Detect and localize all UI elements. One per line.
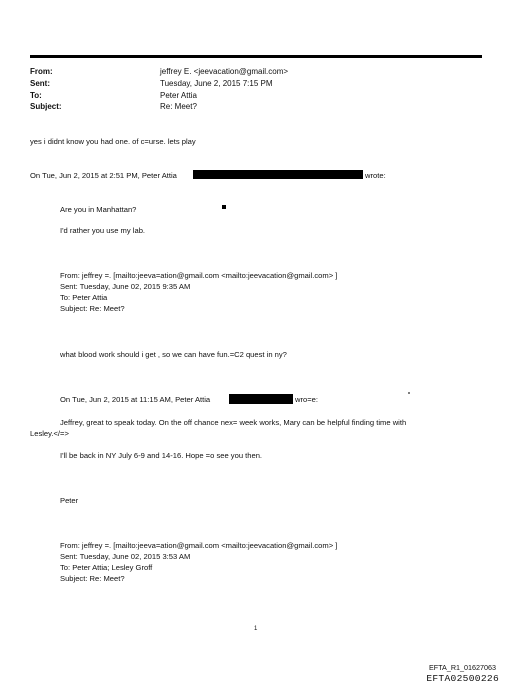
page-number: 1: [254, 626, 258, 632]
to-value: Peter Attia: [160, 91, 197, 100]
quote1-intro-end: wrote:: [365, 171, 386, 180]
quote2-intro-end: wro=e:: [295, 395, 319, 404]
fwd1-sent: Sent: Tuesday, June 02, 2015 9:35 AM: [60, 282, 191, 291]
q1-line1: Are you in Manhattan?: [60, 205, 137, 214]
stray-dot: [408, 392, 410, 394]
redaction-block-2: [229, 394, 293, 404]
fwd2-from: From: jeffrey =. [mailto:jeeva=ation@gmail.com <mailto:jeevacation@gmail.com> ]: [60, 541, 338, 550]
footer-id-2: EFTA02500226: [426, 673, 499, 684]
sent-label: Sent:: [30, 79, 50, 88]
fwd2-sent: Sent: Tuesday, June 02, 2015 3:53 AM: [60, 552, 191, 561]
subject-value: Re: Meet?: [160, 102, 197, 111]
q1-line2: I'd rather you use my lab.: [60, 226, 146, 235]
q3-sign: Peter: [60, 496, 79, 505]
q3-line1b: Lesley.</=>: [30, 429, 69, 438]
sent-value: Tuesday, June 2, 2015 7:15 PM: [160, 79, 273, 88]
redaction-block: [193, 170, 363, 179]
quote1-intro: On Tue, Jun 2, 2015 at 2:51 PM, Peter Attia: [30, 171, 177, 180]
fwd1-subject: Subject: Re: Meet?: [60, 304, 125, 313]
fwd1-to: To: Peter Attia: [60, 293, 108, 302]
to-label: To:: [30, 91, 42, 100]
fwd2-to: To: Peter Attia; Lesley Groff: [60, 563, 153, 572]
quote2-intro: On Tue, Jun 2, 2015 at 11:15 AM, Peter Attia: [60, 395, 211, 404]
q2-line: what blood work should i get , so we can have fun.=C2 quest in ny?: [60, 350, 287, 359]
q3-line2: I'll be back in NY July 6-9 and 14-16. Hope =o see you then.: [60, 451, 263, 460]
from-label: From:: [30, 67, 53, 76]
redaction-mark: [222, 205, 226, 209]
footer-id-1: EFTA_R1_01627063: [429, 663, 496, 672]
from-value: jeffrey E. <jeevacation@gmail.com>: [160, 67, 289, 76]
reply-line: yes i didnt know you had one. of c=urse. lets play: [30, 137, 196, 146]
subject-label: Subject:: [30, 102, 62, 111]
fwd1-from: From: jeffrey =. [mailto:jeeva=ation@gmail.com <mailto:jeevacation@gmail.com> ]: [60, 271, 338, 280]
fwd2-subject: Subject: Re: Meet?: [60, 574, 125, 583]
q3-line1: Jeffrey, great to speak today. On the off chance nex= week works, Mary can be helpful finding time with: [60, 418, 407, 427]
header-rule: [30, 55, 482, 58]
